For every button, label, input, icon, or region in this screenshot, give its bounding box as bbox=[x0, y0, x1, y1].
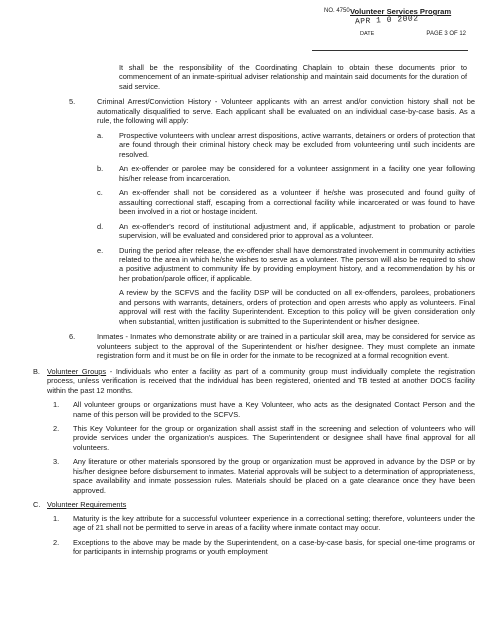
section-5-text: Criminal Arrest/Conviction History - Volunteer applicants with an arrest and/or conviction history shall not be automatically disqualified to serve. Each applicant shall be evaluated on an individual case-by-case basis. As a rule, the following will apply: bbox=[97, 97, 475, 126]
item-number: 2. bbox=[53, 537, 60, 547]
section-b-text bbox=[47, 367, 475, 395]
item-letter: b. bbox=[97, 164, 104, 174]
item-letter: e. bbox=[97, 245, 104, 255]
section-b3 bbox=[33, 457, 475, 495]
item-number: 2. bbox=[53, 424, 60, 433]
item-text: This Key Volunteer for the group or organization shall assist staff in the screening and selection of volunteers who will provide services under the organization's auspices. The Superintendent or designee shall have final approval for all volunteers. bbox=[73, 424, 475, 452]
item-text: An ex-offender shall not be considered as a volunteer if he/she was prosecuted and found guilty of assaulting correctional staff, escaping from a correctional facility while incarcerated or was found to have been involved in a riot or hostage incident. bbox=[119, 188, 475, 217]
item-letter: a. bbox=[97, 130, 104, 140]
item-number: 1. bbox=[53, 400, 60, 410]
item-text: An ex-offender's record of institutional adjustment and, if applicable, adjustment to probation or parole supervision, will be evaluated and considered prior to approval as a volunteer. bbox=[119, 221, 475, 241]
section-b bbox=[33, 367, 475, 395]
section-5 bbox=[33, 97, 475, 125]
item-number: 3. bbox=[53, 457, 60, 467]
item-letter: d. bbox=[97, 221, 104, 231]
item-number: 1. bbox=[53, 513, 60, 523]
section-6 bbox=[33, 332, 475, 360]
document-title: Volunteer Services Program bbox=[350, 7, 452, 16]
date-label: DATE bbox=[360, 31, 375, 37]
section-6-number: 6. bbox=[69, 332, 76, 342]
review-paragraph: A review by the SCFVS and the facility DSP will be conducted on all ex-offenders, parolees, probationers and persons with warrants, detainers, orders of protection and open arrests who apply as volunteers. Final approval will rest with the facility Superintendent. Exception to this policy will be given consideration only when substantial, written justification is submitted to the Superintendent or his/her designee. bbox=[119, 288, 475, 326]
item-text: All volunteer groups or organizations must have a Key Volunteer, who acts as the designated Contact Person and the name of this person will be provided to the SCFVS. bbox=[73, 400, 475, 419]
section-c1 bbox=[33, 514, 475, 533]
section-5e bbox=[33, 246, 475, 284]
section-b2 bbox=[33, 424, 475, 452]
section-5-number: 5. bbox=[69, 97, 76, 107]
section-c bbox=[33, 500, 475, 509]
item-letter: c. bbox=[97, 188, 103, 198]
section-5b bbox=[33, 164, 475, 183]
section-c-heading: Volunteer Requirements bbox=[47, 500, 127, 510]
intro-paragraph: It shall be the responsibility of the Coordinating Chaplain to obtain these documents prior to commencement of an inmate-spiritual adviser relationship and maintain said documents for the duration of said service. bbox=[119, 63, 467, 91]
section-5d bbox=[33, 222, 475, 241]
item-text: Any literature or other materials sponsored by the group or organization must be approved in advance by the DSP or by his/her designee before disbursement to inmates. Material approvals will be subject to a determination of appropriateness, space availability and inmate possession rules. Materials should be placed on a gate clearance once they have been approved. bbox=[73, 457, 475, 495]
section-b1 bbox=[33, 400, 475, 419]
item-text: During the period after release, the ex-offender shall have demonstrated involvement in community activities related to the area in which he/she wishes to serve as a volunteer. The person will also be required to show a positive adjustment to community life by providing employment history, and a recommendation by his or her probation/parole officer, if applicable. bbox=[119, 245, 475, 283]
document-number: NO. 4750 bbox=[324, 8, 350, 14]
section-c-letter: C. bbox=[33, 500, 41, 510]
section-b-letter: B. bbox=[33, 366, 40, 376]
section-6-text: Inmates - Inmates who demonstrate ability or are trained in a particular skill area, may be considered for service as volunteers subject to the approval of the Superintendent or his/her designee. They must complete an inmate registration form and it must be on file in order for the inmate to be recognized at a formal recognition event. bbox=[97, 332, 475, 361]
date-stamp: APR 1 0 2002 bbox=[354, 14, 419, 27]
section-5a bbox=[33, 131, 475, 159]
section-b-heading: Volunteer Groups bbox=[47, 366, 107, 376]
item-text: Maturity is the key attribute for a successful volunteer experience in a correctional setting; therefore, volunteers under the age of 21 shall not be permitted to serve in areas of a facility where inmate contact may occur. bbox=[73, 513, 475, 533]
document-body bbox=[33, 63, 475, 557]
page-header bbox=[310, 7, 470, 41]
section-5c bbox=[33, 188, 475, 216]
item-text: Exceptions to the above may be made by the Superintendent, on a case-by-case basis, for special one-time programs or for participants in internship programs or youth employment bbox=[73, 537, 475, 557]
header-rule bbox=[312, 50, 468, 51]
item-text: Prospective volunteers with unclear arrest dispositions, active warrants, detainers or orders of protection that are found through their criminal history check may be excluded from volunteering until such incidents are resolved. bbox=[119, 130, 475, 159]
item-text: An ex-offender or parolee may be considered for a volunteer assignment in a facility one year following his/her release from incarceration. bbox=[119, 164, 475, 183]
section-c2 bbox=[33, 538, 475, 557]
section-b-body: - Individuals who enter a facility as part of a community group must individually complete the registration process, unless verification is received that the individual has been registered, oriented and TB tested at another DOCS facility within the past 12 months. bbox=[47, 366, 475, 395]
page-number: PAGE 3 OF 12 bbox=[426, 31, 466, 37]
